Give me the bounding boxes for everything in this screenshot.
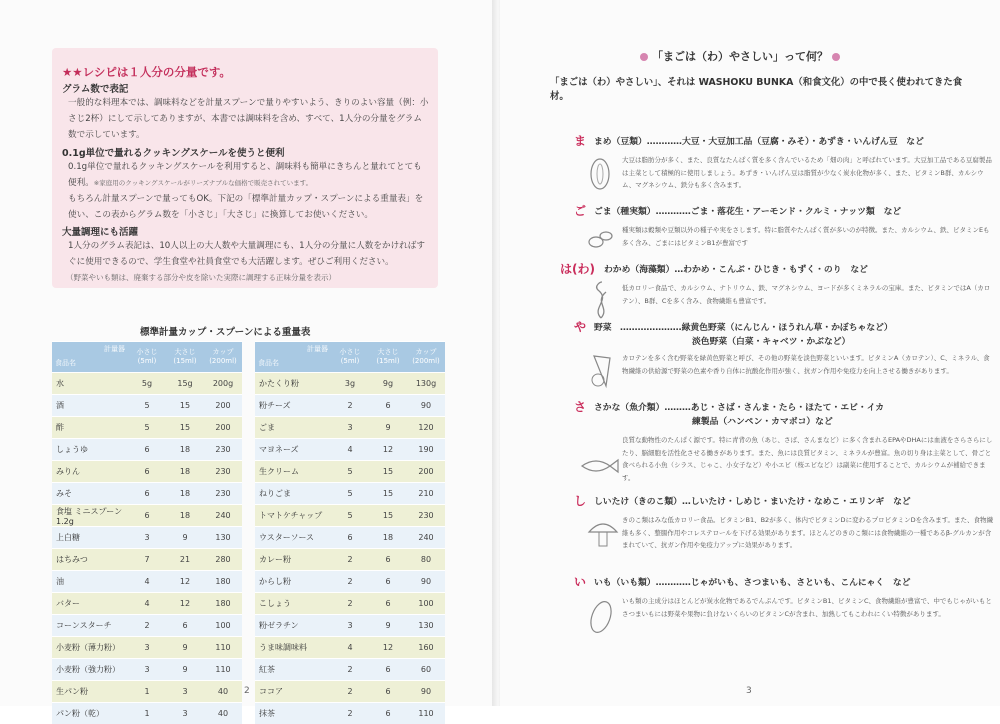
weight-cell: 230 [204, 439, 242, 461]
section-heading: いも（いも類）…………じゃがいも、さつまいも、さといも、こんにゃく など [594, 575, 911, 588]
weight-cell: 6 [369, 549, 407, 571]
food-name-cell: はちみつ [52, 549, 128, 571]
section-description: いも類の主成分はほとんどが炭水化物であるでんぷんです。ビタミンB1、ビタミンC、食物繊維が豊富で、中でもじゃがいもとさつまいもには野菜や果物に負けないくらいのビタミンCが含まれ、加熱してもこわれにくい特徴があります。 [622, 595, 994, 620]
weight-cell: 6 [128, 505, 166, 527]
table-corner-cell [52, 342, 128, 373]
food-name-cell: トマトケチャップ [255, 505, 331, 527]
weight-cell: 230 [204, 461, 242, 483]
table-column-header: 大さじ (15ml) [166, 342, 204, 373]
beans-icon [586, 154, 616, 194]
weight-cell: 6 [369, 571, 407, 593]
weight-cell: 12 [166, 593, 204, 615]
weight-cell: 1 [128, 681, 166, 703]
weight-cell: 6 [369, 593, 407, 615]
weight-cell: 18 [166, 461, 204, 483]
notice-title: ★★レシピは１人分の分量です。 [62, 64, 231, 80]
vegetables-icon [586, 350, 616, 390]
weight-cell: 280 [204, 549, 242, 571]
table-corner-cell [255, 342, 331, 373]
weight-cell: 6 [369, 703, 407, 724]
corner-label-food: 食品名 [258, 359, 279, 368]
food-name-cell: しょうゆ [52, 439, 128, 461]
weight-cell: 12 [166, 571, 204, 593]
notice-body-scale-text: 0.1g単位で量れるクッキングスケールを利用すると、調味料も簡単にきちんと量れてとても便利。 [68, 162, 422, 188]
weight-cell: 18 [166, 505, 204, 527]
food-name-cell: 酢 [52, 417, 128, 439]
food-name-cell: 食塩 ミニスプーン1.2g [52, 505, 128, 527]
weight-cell: 210 [407, 483, 445, 505]
weight-cell: 6 [369, 681, 407, 703]
weight-cell: 130 [204, 527, 242, 549]
weight-cell: 100 [204, 615, 242, 637]
weight-cell: 18 [166, 483, 204, 505]
section-heading-vegetables-light: 淡色野菜（白菜・キャベツ・かぶなど） [692, 334, 850, 347]
notice-footnote: （野菜やいも類は、廃棄する部分や皮を除いた実際に調理する正味分量を表示） [66, 270, 428, 286]
weight-cell: 6 [369, 659, 407, 681]
weight-cell: 2 [128, 615, 166, 637]
section-description: 低カロリー食品で、カルシウム、ナトリウム、鉄、マグネシウム、ヨードが多くミネラルの宝庫。また、ビタミンではA（カロテン）、B群、Cを多く含み、食物繊維も豊富です。 [622, 282, 994, 307]
weight-cell: 5 [331, 505, 369, 527]
weight-cell: 12 [369, 439, 407, 461]
weight-cell: 4 [331, 439, 369, 461]
notice-heading-bulk: 大量調理にも活躍 [62, 224, 138, 238]
table-row [52, 439, 242, 461]
table-row [255, 637, 445, 659]
notice-body-bulk: 1人分のグラム表記は、10人以上の大人数や大量調理にも、1人分の分量に人数をかければすぐに使用できるので、学生食堂や社員食堂でも大活躍します。ぜひご利用ください。 [68, 238, 430, 270]
table-row [52, 549, 242, 571]
section-description: 大豆は脂肪分が多く、また、良質なたんぱく質を多く含んでいるため「畑の肉」と呼ばれています。大豆加工品である豆腐製品は主菜として積極的に使用しましょう。あずき・いんげん豆は脂質が少なく炭水化物が多く、また、ビタミンB群、カルシウム、マグネシウム、鉄分も多く含みます。 [622, 154, 994, 192]
weight-cell: 5 [128, 395, 166, 417]
weight-cell: 4 [331, 637, 369, 659]
seaweed-icon [586, 280, 616, 320]
section-heading-vegetables-colored: …………………緑黄色野菜（にんじん・ほうれん草・かぼちゃなど） [620, 320, 893, 333]
notice-scale-note: ※家庭用のクッキングスケールがリーズナブルな価格で販売されています。 [94, 179, 312, 187]
measure-table-right [255, 341, 445, 724]
weight-cell: 90 [407, 571, 445, 593]
table-row [255, 461, 445, 483]
section-description: 種実類は穀類や豆類以外の種子や実をさします。特に脂質やたんぱく質が多いのが特徴。また、カルシウム、鉄、ビタミンEも多く含み、ごまにはビタミンB1が豊富です [622, 224, 994, 249]
table-column-header: 小さじ (5ml) [128, 342, 166, 373]
weight-cell: 130 [407, 615, 445, 637]
section-heading: 野菜 [594, 320, 612, 333]
weight-cell: 5g [128, 373, 166, 395]
weight-cell: 2 [331, 703, 369, 724]
food-name-cell: 生クリーム [255, 461, 331, 483]
table-column-header: 大さじ (15ml) [369, 342, 407, 373]
section-heading: しいたけ（きのこ類）…しいたけ・しめじ・まいたけ・なめこ・エリンギ など [594, 494, 911, 507]
weight-cell: 110 [407, 703, 445, 724]
weight-cell: 3g [331, 373, 369, 395]
weight-cell: 200 [407, 461, 445, 483]
weight-cell: 40 [204, 681, 242, 703]
weight-cell: 80 [407, 549, 445, 571]
table-row [52, 395, 242, 417]
mushroom-icon [586, 516, 620, 550]
weight-cell: 6 [128, 439, 166, 461]
section-initial: さ [574, 398, 586, 415]
weight-cell: 1 [128, 703, 166, 724]
weight-cell: 100 [407, 593, 445, 615]
food-name-cell: かたくり粉 [255, 373, 331, 395]
table-row [52, 527, 242, 549]
notice-body-spoon: もちろん計量スプーンで量ってもOK。下記の「標準計量カップ・スプーンによる重量表」を使い、この表からグラム数を「小さじ」「大さじ」に換算してお使いください。 [68, 191, 430, 223]
weight-cell: 12 [369, 637, 407, 659]
weight-cell: 2 [331, 593, 369, 615]
table-column-header: カップ (200ml) [204, 342, 242, 373]
food-name-cell: 水 [52, 373, 128, 395]
weight-cell: 110 [204, 659, 242, 681]
section-heading: ごま（種実類）…………ごま・落花生・アーモンド・クルミ・ナッツ類 など [594, 204, 901, 217]
food-name-cell: うま味調味料 [255, 637, 331, 659]
weight-cell: 200g [204, 373, 242, 395]
weight-cell: 15 [166, 417, 204, 439]
fish-icon [580, 456, 620, 476]
weight-cell: 21 [166, 549, 204, 571]
food-name-cell: 生パン粉 [52, 681, 128, 703]
weight-cell: 230 [407, 505, 445, 527]
food-name-cell: ココア [255, 681, 331, 703]
weight-cell: 4 [128, 571, 166, 593]
weight-cell: 2 [331, 395, 369, 417]
weight-cell: 9 [166, 637, 204, 659]
weight-cell: 180 [204, 571, 242, 593]
corner-label-measure: 計量器 [104, 345, 125, 354]
weight-cell: 15 [369, 505, 407, 527]
food-name-cell: からし粉 [255, 571, 331, 593]
table-row [255, 505, 445, 527]
potato-icon [586, 597, 616, 637]
food-name-cell: 粉ゼラチン [255, 615, 331, 637]
food-name-cell: 油 [52, 571, 128, 593]
weight-cell: 4 [128, 593, 166, 615]
weight-cell: 3 [128, 637, 166, 659]
table-row [52, 659, 242, 681]
right-page-intro: 「まごは（わ）やさしい」、それは WASHOKU BUNKA（和食文化）の中で長く使われてきた食材。 [550, 76, 974, 104]
table-row [52, 681, 242, 703]
weight-cell: 90 [407, 681, 445, 703]
weight-cell: 240 [204, 505, 242, 527]
table-column-header: カップ (200ml) [407, 342, 445, 373]
weight-cell: 40 [204, 703, 242, 724]
food-name-cell: ねりごま [255, 483, 331, 505]
weight-cell: 9 [369, 615, 407, 637]
weight-cell: 18 [369, 527, 407, 549]
table-header-row [255, 342, 445, 373]
food-name-cell: パン粉（乾） [52, 703, 128, 724]
table-column-header: 小さじ (5ml) [331, 342, 369, 373]
left-page [0, 0, 496, 706]
food-name-cell: コーンスターチ [52, 615, 128, 637]
weight-cell: 2 [331, 549, 369, 571]
table-row [255, 593, 445, 615]
weight-cell: 60 [407, 659, 445, 681]
weight-cell: 9 [166, 527, 204, 549]
weight-cell: 15g [166, 373, 204, 395]
section-initial: は(わ) [560, 260, 595, 277]
table-row [52, 417, 242, 439]
notice-heading-grams: グラム数で表記 [62, 81, 128, 95]
notice-body-grams: 一般的な料理本では、調味料などを計量スプーンで量りやすいよう、きりのよい容量（例：小さじ2杯）にして示してありますが、本書では調味料を含め、すべて、1人分の分量をグラム数で示しています。 [68, 95, 430, 143]
weight-cell: 200 [204, 417, 242, 439]
table-row [52, 571, 242, 593]
table-row [255, 417, 445, 439]
food-name-cell: 酒 [52, 395, 128, 417]
notice-heading-scale: 0.1g単位で量れるクッキングスケールを使うと便利 [62, 145, 285, 159]
section-heading: わかめ（海藻類）…わかめ・こんぶ・ひじき・もずく・のり など [604, 262, 868, 275]
table-row [255, 681, 445, 703]
weight-cell: 9 [166, 659, 204, 681]
table-title: 標準計量カップ・スプーンによる重量表 [140, 324, 310, 338]
weight-cell: 90 [407, 395, 445, 417]
weight-cell: 5 [331, 483, 369, 505]
section-initial: し [574, 492, 586, 509]
food-name-cell: カレー粉 [255, 549, 331, 571]
food-name-cell: バター [52, 593, 128, 615]
table-row [255, 439, 445, 461]
weight-cell: 18 [166, 439, 204, 461]
food-name-cell: ごま [255, 417, 331, 439]
weight-cell: 2 [331, 571, 369, 593]
food-name-cell: 粉チーズ [255, 395, 331, 417]
table-row [255, 483, 445, 505]
section-heading: さかな（魚介類）………あじ・さば・さんま・たら・ほたて・エビ・イカ [594, 400, 884, 413]
corner-label-food: 食品名 [55, 359, 76, 368]
weight-cell: 6 [331, 527, 369, 549]
weight-cell: 3 [331, 417, 369, 439]
table-row [52, 461, 242, 483]
weight-cell: 3 [128, 527, 166, 549]
recipe-notice-box [52, 48, 438, 288]
food-name-cell: 小麦粉（薄力粉） [52, 637, 128, 659]
food-name-cell: 上白糖 [52, 527, 128, 549]
right-page-title-text: 「まごは（わ）やさしい」って何？ [652, 50, 828, 63]
section-description: きのこ類はみな低カロリー食品。ビタミンB1、B2が多く、体内でビタミンDに変わるプロビタミンDを含みます。また、食物繊維も多く、整腸作用やコレステロールを下げる効果があります。ほとんどのきのこ類には食物繊維の一種であるβ-グルカンが含まれていて、抗ガン作用や免疫力アップに効果があります。 [622, 514, 994, 552]
weight-cell: 9 [369, 417, 407, 439]
table-row [52, 593, 242, 615]
section-initial: ご [574, 202, 586, 219]
food-name-cell: マヨネーズ [255, 439, 331, 461]
weight-cell: 5 [128, 417, 166, 439]
measure-table-left [52, 341, 242, 724]
section-initial: や [574, 318, 586, 335]
table-row [52, 505, 242, 527]
table-row [255, 373, 445, 395]
weight-cell: 3 [331, 615, 369, 637]
section-description: 良質な動物性のたんぱく源です。特に青背の魚（あじ、さば、さんまなど）に多く含まれるEPAやDHAには血液をさらさらにしたり、脳細胞を活性化させる働きがあります。また、魚には良質ビタミン、ミネラルが豊富。魚の切り身は主菜として、骨ごと食べられる小魚（シラス、じゃこ、小女子など）や小エビ（桜エビなど）は副菜に使用することで、カルシウムが補給できます。 [622, 434, 994, 484]
weight-cell: 130g [407, 373, 445, 395]
pink-dot-icon [832, 53, 840, 61]
table-row [255, 527, 445, 549]
weight-cell: 110 [204, 637, 242, 659]
weight-cell: 3 [128, 659, 166, 681]
table-row [255, 549, 445, 571]
weight-cell: 240 [407, 527, 445, 549]
section-heading: まめ（豆類）…………大豆・大豆加工品（豆腐・みそ）・あずき・いんげん豆 など [594, 134, 924, 147]
weight-cell: 6 [166, 615, 204, 637]
weight-cell: 5 [331, 461, 369, 483]
food-name-cell: 小麦粉（強力粉） [52, 659, 128, 681]
section-initial: ま [574, 132, 586, 149]
table-row [255, 395, 445, 417]
weight-cell: 9g [369, 373, 407, 395]
section-heading-fishpaste: 練製品（ハンペン・カマボコ）など [692, 414, 833, 427]
weight-cell: 2 [331, 681, 369, 703]
table-row [52, 373, 242, 395]
table-row [255, 571, 445, 593]
weight-cell: 6 [369, 395, 407, 417]
table-row [255, 659, 445, 681]
section-description: カロテンを多く含む野菜を緑黄色野菜と呼び、その他の野菜を淡色野菜といいます。ビタミンA（カロテン）、C、ミネラル、食物繊維の供給源で野菜の色素や香り自体に抗酸化作用が強く、抗ガン作用や免疫力を向上させる働きがあります。 [622, 352, 994, 377]
weight-cell: 15 [369, 461, 407, 483]
right-page-title [636, 48, 844, 64]
weight-cell: 3 [166, 681, 204, 703]
weight-cell: 160 [407, 637, 445, 659]
weight-cell: 230 [204, 483, 242, 505]
weight-cell: 2 [331, 659, 369, 681]
page-number-left: 2 [244, 686, 250, 696]
food-name-cell: こしょう [255, 593, 331, 615]
pink-dot-icon [640, 53, 648, 61]
weight-cell: 180 [204, 593, 242, 615]
table-header-row [52, 342, 242, 373]
corner-label-measure: 計量器 [307, 345, 328, 354]
food-name-cell: ウスターソース [255, 527, 331, 549]
weight-cell: 120 [407, 417, 445, 439]
notice-body-scale [68, 159, 430, 191]
weight-cell: 6 [128, 461, 166, 483]
weight-cell: 3 [166, 703, 204, 724]
section-initial: い [574, 573, 586, 590]
weight-cell: 15 [369, 483, 407, 505]
nuts-icon [586, 224, 616, 254]
weight-cell: 190 [407, 439, 445, 461]
food-name-cell: 紅茶 [255, 659, 331, 681]
table-row [255, 615, 445, 637]
weight-cell: 200 [204, 395, 242, 417]
weight-cell: 7 [128, 549, 166, 571]
table-row [52, 615, 242, 637]
food-name-cell: 抹茶 [255, 703, 331, 724]
food-name-cell: みそ [52, 483, 128, 505]
food-name-cell: みりん [52, 461, 128, 483]
weight-cell: 15 [166, 395, 204, 417]
page-number-right: 3 [746, 686, 752, 696]
table-row [52, 483, 242, 505]
weight-cell: 6 [128, 483, 166, 505]
table-row [52, 637, 242, 659]
